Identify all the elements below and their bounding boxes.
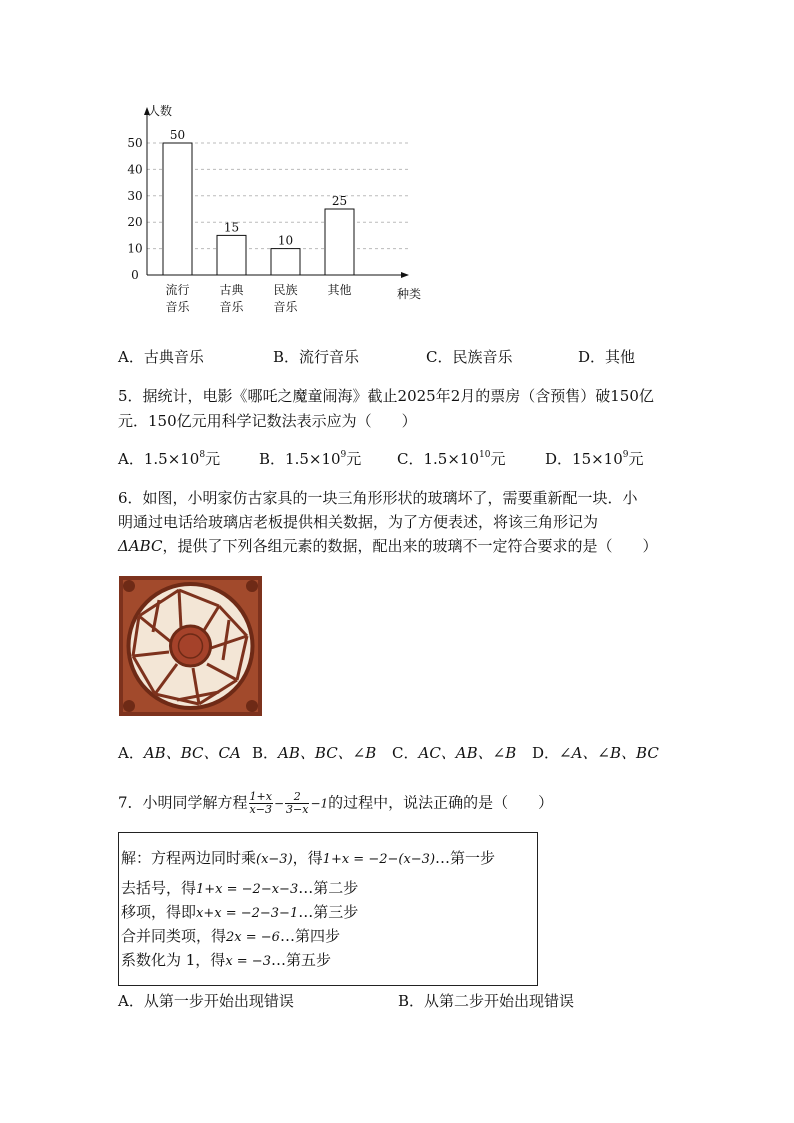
y-tick-label: 10	[127, 241, 143, 256]
q6-line2: 明通过电话给玻璃店老板提供相关数据，为了方便表述，将该三角形记为	[118, 513, 599, 531]
q5-line1: 5．据统计，电影《哪吒之魔童闹海》截止2025年2月的票房（含预售）破150亿	[118, 387, 654, 405]
q4-option-b[interactable]: B．流行音乐	[273, 348, 360, 366]
q6-line1: 6．如图，小明家仿古家具的一块三角形形状的玻璃坏了，需要重新配一块．小	[118, 489, 638, 507]
solution-step-4: 合并同类项，得2x = −6…第四步	[121, 927, 340, 945]
lattice-window-image	[119, 576, 262, 716]
bar-value-label: 10	[277, 233, 294, 248]
q7-solution-box	[118, 832, 538, 986]
x-axis-arrow	[401, 272, 409, 278]
solution-step-1: 解：方程两边同时乘(x−3)，得1+x = −2−(x−3)…第一步	[121, 849, 496, 867]
bar	[271, 249, 300, 275]
q5-option-a[interactable]: A．$1.5\times 10^8$元	[118, 450, 221, 468]
triangle-abc: ΔABC	[118, 537, 163, 555]
q7-fraction-left: $\frac{1+x}{x-3}$	[249, 790, 272, 816]
q4-option-d[interactable]: D．其他	[578, 348, 636, 366]
bar	[325, 209, 354, 275]
bar-value-label: 25	[331, 194, 348, 208]
y-tick-label: 40	[127, 162, 143, 177]
y-tick-label: 20	[127, 215, 143, 230]
q7-fraction-right: $\frac{2}{3-x}$	[286, 790, 309, 816]
q7-option-a[interactable]: A．从第一步开始出现错误	[118, 992, 294, 1010]
x-tick-label: 音乐	[273, 300, 298, 314]
bar-chart	[110, 95, 430, 325]
solution-step-3: 移项，得即x+x = −2−3−1…第三步	[121, 903, 359, 921]
x-tick-label: 音乐	[219, 300, 244, 314]
q6-option-d[interactable]: D．∠A、∠B、BC	[532, 744, 659, 762]
y-tick-label: 30	[127, 188, 143, 203]
solution-step-5: 系数化为 1，得x = −3…第五步	[121, 951, 331, 969]
x-tick-label: 其他	[327, 283, 352, 297]
q5-option-d[interactable]: D．$15\times 10^9$元	[545, 450, 644, 468]
solution-step-2: 去括号，得1+x = −2−x−3…第二步	[121, 879, 359, 897]
y-tick-label: 50	[127, 136, 143, 150]
x-tick-label: 古典	[219, 283, 244, 297]
q4-option-c[interactable]: C．民族音乐	[426, 348, 513, 366]
q6-line3: ΔABC，提供了下列各组元素的数据，配出来的玻璃不一定符合要求的是（ ）	[118, 537, 658, 555]
x-tick-label: 流行	[165, 283, 190, 297]
bar-value-label: 15	[223, 220, 240, 235]
q4-option-a[interactable]: A．古典音乐	[118, 348, 204, 366]
y-tick-label: 0	[131, 268, 139, 282]
q5-line2: 元．150亿元用科学记数法表示应为（ ）	[118, 412, 417, 430]
bar	[163, 143, 192, 275]
x-tick-label: 民族	[273, 283, 298, 297]
q6-option-c[interactable]: C．AC、AB、∠B	[392, 744, 517, 762]
q7-question: 7．小明同学解方程 $\frac{1+x}{x-3}$ − $\frac{2}{3-x}$ −1的过程中，说法正确的是（ ）	[118, 790, 554, 816]
q6-option-b[interactable]: B．AB、BC、∠B	[252, 744, 377, 762]
q7-option-b[interactable]: B．从第二步开始出现错误	[398, 992, 575, 1010]
q5-option-b[interactable]: B．$1.5\times 10^9$元	[259, 450, 362, 468]
bar	[217, 235, 246, 275]
x-tick-label: 音乐	[165, 300, 190, 314]
q5-option-c[interactable]: C．$1.5\times 10^{10}$元	[397, 450, 506, 468]
bar-value-label: 50	[169, 128, 186, 142]
x-axis-label: 种类	[396, 287, 422, 301]
q6-option-a[interactable]: A．AB、BC、CA	[118, 744, 241, 762]
y-axis-label: 人数	[147, 104, 173, 118]
center-medallion	[171, 626, 211, 666]
